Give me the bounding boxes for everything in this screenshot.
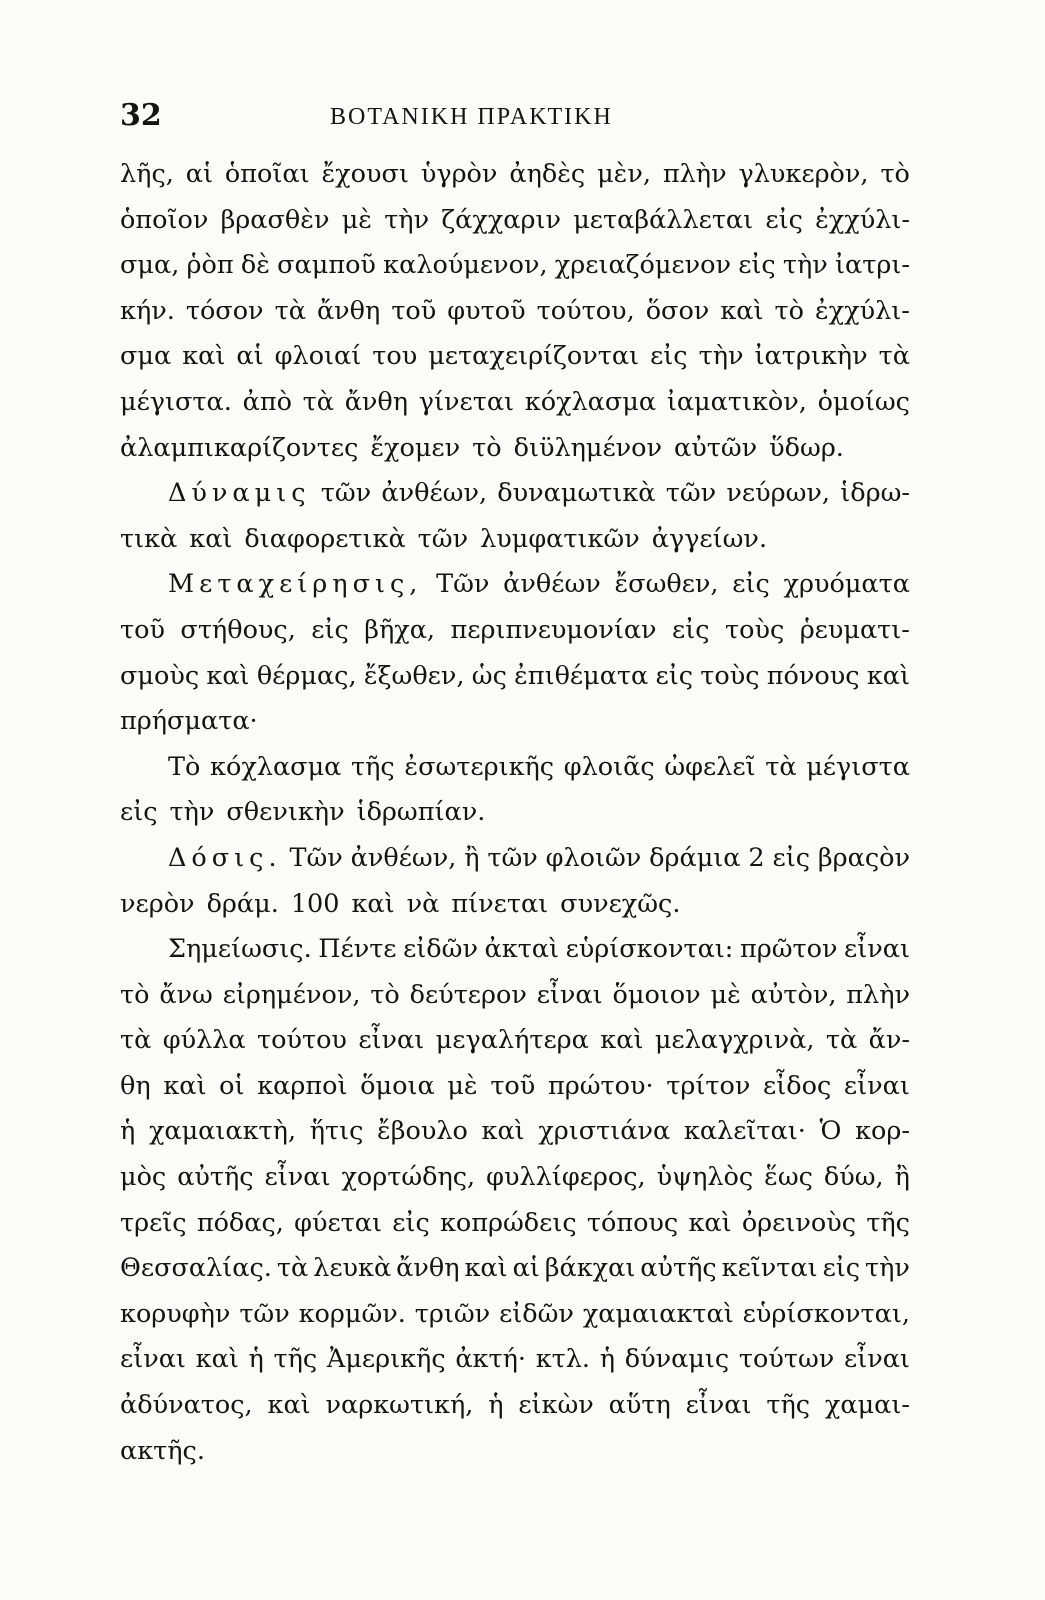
word: ἢ bbox=[464, 842, 480, 873]
text-line bbox=[120, 1429, 910, 1475]
word: τὴν bbox=[698, 341, 744, 372]
word: ὑγρὸν bbox=[420, 159, 498, 189]
word: καὶ bbox=[163, 1070, 207, 1101]
word: εἰς bbox=[765, 204, 803, 235]
word: τὴν bbox=[169, 797, 215, 828]
word: φλοιᾶς bbox=[563, 751, 655, 782]
word: τοῦ bbox=[391, 295, 437, 326]
word: θέρμας, bbox=[256, 660, 357, 691]
word: Τῶν bbox=[289, 842, 343, 873]
word: αἱ bbox=[236, 341, 264, 372]
word: σαμποῦ bbox=[277, 250, 376, 281]
word: τῶν bbox=[320, 478, 372, 509]
word: ὁποῖαι bbox=[224, 159, 310, 189]
word: ἐπιθέματα bbox=[514, 660, 649, 691]
word: ἢ bbox=[894, 1162, 910, 1193]
word: Σημείωσις. bbox=[168, 934, 312, 965]
word: καὶ bbox=[600, 1025, 644, 1056]
word: ἡ bbox=[599, 1344, 616, 1375]
word: καὶ bbox=[866, 660, 910, 691]
word: τῶν bbox=[665, 478, 717, 509]
word: διϋλημένον bbox=[513, 432, 663, 463]
word: Τὸ bbox=[168, 751, 201, 782]
word: τριῶν bbox=[414, 1298, 491, 1329]
text-line bbox=[120, 790, 910, 836]
word: εὑρίσκονται: bbox=[565, 934, 734, 965]
word: εἶναι bbox=[536, 979, 603, 1010]
word: ὕδωρ. bbox=[769, 432, 844, 463]
word: νερὸν bbox=[120, 888, 195, 919]
word: δεύτερον bbox=[409, 979, 527, 1010]
word: μέγιστα. bbox=[120, 386, 232, 417]
word: σμα, bbox=[120, 250, 180, 281]
word: τόσον bbox=[185, 295, 264, 326]
word: τὰ bbox=[765, 751, 797, 782]
word: καὶ bbox=[481, 1116, 525, 1147]
word: τρίτον bbox=[666, 1070, 751, 1101]
text-line bbox=[120, 517, 910, 563]
word: αὐτῆς bbox=[640, 1253, 717, 1284]
word: ἄνθη bbox=[396, 1253, 460, 1284]
word: ἡ bbox=[488, 1390, 504, 1421]
word: καὶ bbox=[206, 660, 250, 691]
word: τούτων bbox=[738, 1344, 835, 1375]
word: ὀρεινοὺς bbox=[741, 1207, 857, 1238]
word: εἶναι bbox=[844, 934, 910, 965]
text-line bbox=[120, 1292, 910, 1338]
word: χαμαιακτὴ, bbox=[148, 1116, 297, 1147]
word: βρασθὲν bbox=[220, 204, 330, 235]
word: τὰ bbox=[276, 1253, 309, 1284]
word: ἐσωτερικῆς bbox=[404, 751, 555, 782]
word: ἥτις bbox=[309, 1116, 364, 1147]
word: φύεται bbox=[294, 1207, 383, 1238]
word: λευκὰ bbox=[313, 1253, 392, 1284]
word: καλεῖται· bbox=[683, 1116, 806, 1147]
word: πίνεται bbox=[451, 888, 549, 919]
word: βάκχαι bbox=[544, 1253, 636, 1284]
word: εἰς bbox=[655, 660, 694, 691]
word: Δύναμις bbox=[168, 478, 311, 509]
word: ακτῆς. bbox=[120, 1435, 205, 1466]
word: βραςὸν bbox=[817, 842, 910, 873]
word: ῥὸπ bbox=[186, 250, 234, 281]
text-line bbox=[120, 380, 910, 426]
word: εἶναι bbox=[685, 1390, 752, 1421]
word: ἄνθη bbox=[316, 295, 381, 326]
text-line bbox=[120, 1018, 910, 1064]
word: ἀγγείων. bbox=[651, 523, 768, 554]
word: ζάχχαριν bbox=[441, 204, 561, 235]
page-number: 32 bbox=[120, 98, 162, 133]
word: τῆς bbox=[273, 1344, 318, 1375]
word: φλοιαί bbox=[274, 341, 362, 372]
word: σθενικὴν bbox=[226, 797, 345, 828]
word: ὅμοιον bbox=[612, 979, 701, 1010]
word: τῶν bbox=[417, 523, 469, 554]
word: τὴν bbox=[865, 1253, 910, 1284]
text-line bbox=[120, 152, 910, 198]
word: εἰδῶν bbox=[403, 934, 478, 965]
word: μὲ bbox=[447, 1070, 478, 1101]
word: ἱδρω- bbox=[840, 478, 910, 509]
word: ἔχομεν bbox=[370, 432, 461, 463]
text-line bbox=[120, 1155, 910, 1201]
word: χρυόματα bbox=[783, 569, 910, 600]
word: ἐχχύλι- bbox=[814, 295, 910, 326]
text-line bbox=[120, 562, 910, 608]
word: γλυκερὸν, bbox=[738, 159, 869, 189]
word: ἀκταὶ bbox=[484, 934, 559, 965]
word: κοπρώδεις bbox=[439, 1207, 577, 1238]
word: δυναμωτικὰ bbox=[497, 478, 656, 509]
text-line bbox=[120, 471, 910, 517]
word: ἄν- bbox=[868, 1025, 910, 1056]
word: ἀηδὲς bbox=[509, 159, 586, 189]
word: μεγαλήτερα bbox=[435, 1025, 589, 1056]
word: τὸ bbox=[774, 295, 804, 326]
word: 100 bbox=[290, 888, 340, 919]
word: ἄνθη bbox=[344, 386, 409, 417]
word: Ὁ bbox=[819, 1116, 842, 1147]
text-line bbox=[120, 334, 910, 380]
word: Θεσσαλίας. bbox=[120, 1253, 272, 1284]
text-line bbox=[120, 608, 910, 654]
word: φυλλίφερος, bbox=[486, 1162, 646, 1193]
word: ἀκτή· bbox=[455, 1344, 526, 1375]
text-line bbox=[120, 243, 910, 289]
text-line bbox=[120, 289, 910, 335]
word: καὶ bbox=[182, 341, 226, 372]
word: Δόσις. bbox=[168, 842, 282, 873]
word: δράμια bbox=[649, 842, 741, 873]
word: χορτώδης, bbox=[341, 1162, 476, 1193]
word: φύλλα bbox=[162, 1025, 246, 1056]
word: εἶναι bbox=[358, 1025, 425, 1056]
word: ὠφελεῖ bbox=[664, 751, 756, 782]
word: κόχλασμα bbox=[210, 751, 342, 782]
word: εἰδῶν bbox=[499, 1298, 574, 1329]
word: καλούμενον, bbox=[383, 250, 548, 281]
word: εἰς bbox=[738, 250, 776, 281]
word: μεταβάλλεται bbox=[573, 204, 754, 235]
word: εἰς bbox=[120, 797, 158, 828]
word: μέγιστα bbox=[806, 751, 910, 782]
word: μελαγχρινὰ, bbox=[654, 1025, 815, 1056]
word: καὶ bbox=[189, 523, 233, 554]
word: καὶ bbox=[720, 295, 764, 326]
text-line bbox=[120, 882, 910, 928]
word: αὐτῆς bbox=[177, 1162, 254, 1193]
word: τὸ bbox=[370, 979, 400, 1010]
word: τρεῖς bbox=[120, 1207, 187, 1238]
word: του bbox=[372, 341, 418, 372]
word: ἄνω bbox=[159, 979, 213, 1010]
word: τοὺς bbox=[700, 660, 760, 691]
word: ἰατρικὴν bbox=[754, 341, 868, 372]
word: μὲ bbox=[710, 979, 741, 1010]
word: φυτοῦ bbox=[447, 295, 526, 326]
word: τὰ bbox=[274, 295, 306, 326]
text-line bbox=[120, 198, 910, 244]
word: στήθους, bbox=[180, 614, 296, 645]
word: ὅσον bbox=[645, 295, 710, 326]
word: ἀπὸ bbox=[242, 386, 292, 417]
text-line bbox=[120, 654, 910, 700]
text-line bbox=[120, 1109, 910, 1155]
word: εἰκὼν bbox=[518, 1390, 594, 1421]
word: ὅμοια bbox=[360, 1070, 435, 1101]
word: εἰς bbox=[822, 1253, 861, 1284]
text-line bbox=[120, 973, 910, 1019]
word: ἰαματικὸν, bbox=[666, 386, 807, 417]
text-line bbox=[120, 426, 910, 472]
word: ἕως bbox=[764, 1162, 813, 1193]
word: εἰς bbox=[672, 614, 710, 645]
word: τικὰ bbox=[120, 523, 178, 554]
word: πρῶτον bbox=[739, 934, 838, 965]
word: νεύρων, bbox=[726, 478, 830, 509]
word: πόδας, bbox=[196, 1207, 284, 1238]
word: συνεχῶς. bbox=[560, 888, 681, 919]
word: εὑρίσκονται, bbox=[742, 1298, 910, 1329]
word: ῥευματι- bbox=[799, 614, 910, 645]
word: οἱ bbox=[219, 1070, 245, 1101]
word: μὲν, bbox=[597, 159, 651, 189]
word: ὑψηλὸς bbox=[656, 1162, 754, 1193]
word: εἶδος bbox=[763, 1070, 832, 1101]
word: τῶν bbox=[487, 842, 538, 873]
word: αὐτὸν, bbox=[750, 979, 837, 1010]
word: σμα bbox=[120, 341, 172, 372]
word: τῆς bbox=[766, 1390, 811, 1421]
word: ὁμοίως bbox=[817, 386, 910, 417]
word: καὶ bbox=[688, 1207, 732, 1238]
text-line bbox=[120, 699, 910, 745]
text-line bbox=[120, 836, 910, 882]
word: νὰ bbox=[406, 888, 440, 919]
word: μὲ bbox=[341, 204, 372, 235]
word: εἰς bbox=[650, 341, 688, 372]
word: τὴν bbox=[782, 250, 828, 281]
word: χρειαζόμενον bbox=[554, 250, 731, 281]
word: ἡ bbox=[120, 1116, 136, 1147]
word: ἀδύνατος, bbox=[120, 1390, 253, 1421]
word: κορμῶν. bbox=[298, 1298, 406, 1329]
word: εἶναι bbox=[264, 1162, 331, 1193]
word: ἡ bbox=[248, 1344, 264, 1375]
word: δὲ bbox=[240, 250, 270, 281]
word: τὰ bbox=[825, 1025, 858, 1056]
word: εἶναι bbox=[843, 1344, 910, 1375]
word: γίνεται bbox=[418, 386, 515, 417]
word: χριστιάνα bbox=[538, 1116, 671, 1147]
word: διαφορετικὰ bbox=[244, 523, 406, 554]
word: τοῦ bbox=[490, 1070, 536, 1101]
word: καὶ bbox=[351, 888, 395, 919]
word: μεταχειρίζονται bbox=[428, 341, 640, 372]
word: πλὴν bbox=[846, 979, 910, 1010]
word: 2 bbox=[748, 842, 765, 873]
word: ἔξωθεν, bbox=[363, 660, 465, 691]
word: περιπνευμονίαν bbox=[450, 614, 657, 645]
word: βῆχα, bbox=[364, 614, 436, 645]
word: ἀνθέων bbox=[503, 569, 601, 600]
word: τὸ bbox=[472, 432, 502, 463]
word: λῆς, bbox=[120, 159, 174, 189]
word: τῶν bbox=[239, 1298, 290, 1329]
word: κήν. bbox=[120, 295, 175, 326]
word: κτλ. bbox=[535, 1344, 591, 1375]
word: τῆς bbox=[866, 1207, 910, 1238]
word: καὶ bbox=[464, 1253, 508, 1284]
word: τὴν bbox=[384, 204, 430, 235]
word: αἱ bbox=[185, 159, 213, 189]
word: ἔχουσι bbox=[321, 159, 409, 189]
word: καὶ bbox=[267, 1390, 311, 1421]
text-line bbox=[120, 1383, 910, 1429]
text-line bbox=[120, 927, 910, 973]
word: ἐχχύλι- bbox=[815, 204, 910, 235]
word: Μεταχείρησις, bbox=[168, 569, 423, 600]
word: δράμ. bbox=[206, 888, 279, 919]
word: πρήσματα· bbox=[120, 706, 258, 737]
text-line bbox=[120, 1201, 910, 1247]
word: μὸς bbox=[120, 1162, 167, 1193]
word: αἱ bbox=[512, 1253, 540, 1284]
word: εἶναι bbox=[843, 1070, 910, 1101]
word: τὰ bbox=[120, 1025, 152, 1056]
word: κεῖνται bbox=[721, 1253, 818, 1284]
word: δύναμις bbox=[624, 1344, 730, 1375]
word: τούτου bbox=[257, 1025, 347, 1056]
word: ἀνθέων, bbox=[350, 842, 457, 873]
word: σμοὺς bbox=[120, 660, 200, 691]
word: τὰ bbox=[878, 341, 910, 372]
body-text bbox=[120, 152, 910, 1474]
word: θη bbox=[120, 1070, 151, 1101]
word: εἰς bbox=[311, 614, 349, 645]
word: ναρκωτική, bbox=[325, 1390, 474, 1421]
word: εἰρημένον, bbox=[222, 979, 361, 1010]
text-line bbox=[120, 1337, 910, 1383]
word: ἰατρι- bbox=[835, 250, 910, 281]
word: πρώτου· bbox=[547, 1070, 654, 1101]
word: ἀλαμπικαρίζοντες bbox=[120, 432, 359, 463]
word: τοὺς bbox=[724, 614, 785, 645]
word: ἱδρωπίαν. bbox=[356, 797, 486, 828]
word: τοῦ bbox=[120, 614, 165, 645]
text-line bbox=[120, 1246, 910, 1292]
word: κορ- bbox=[855, 1116, 910, 1147]
word: τὸ bbox=[120, 979, 150, 1010]
word: εἰς bbox=[772, 842, 811, 873]
word: αὐτῶν bbox=[674, 432, 758, 463]
text-line bbox=[120, 1064, 910, 1110]
word: τόπους bbox=[586, 1207, 679, 1238]
word: Τῶν bbox=[436, 569, 490, 600]
text-line bbox=[120, 745, 910, 791]
word: Ἀμερικῆς bbox=[326, 1344, 446, 1375]
word: καρποὶ bbox=[257, 1070, 348, 1101]
word: ἔβουλο bbox=[377, 1116, 468, 1147]
word: τῆς bbox=[351, 751, 395, 782]
word: καὶ bbox=[195, 1344, 239, 1375]
word: χαμαιακταὶ bbox=[582, 1298, 734, 1329]
word: εἰς bbox=[732, 569, 770, 600]
word: εἶναι bbox=[120, 1344, 186, 1375]
word: Πέντε bbox=[318, 934, 397, 965]
word: πλὴν bbox=[662, 159, 727, 189]
word: ἔσωθεν, bbox=[614, 569, 719, 600]
word: φλοιῶν bbox=[545, 842, 642, 873]
word: ὡς bbox=[471, 660, 507, 691]
word: ἀνθέων, bbox=[381, 478, 488, 509]
word: κόχλασμα bbox=[524, 386, 657, 417]
word: λυμφατικῶν bbox=[480, 523, 640, 554]
word: τούτου, bbox=[536, 295, 635, 326]
word: τὸ bbox=[880, 159, 910, 189]
word: χαμαι- bbox=[824, 1390, 910, 1421]
word: αὕτη bbox=[608, 1390, 671, 1421]
word: κορυφὴν bbox=[120, 1298, 231, 1329]
page-header bbox=[120, 98, 910, 138]
running-title: ΒΟΤΑΝΙΚΗ ΠΡΑΚΤΙΚΗ bbox=[330, 104, 613, 130]
word: ὁποῖον bbox=[120, 204, 209, 235]
word: τὰ bbox=[302, 386, 334, 417]
word: εἰς bbox=[392, 1207, 430, 1238]
word: δύω, bbox=[823, 1162, 884, 1193]
word: πόνους bbox=[766, 660, 860, 691]
